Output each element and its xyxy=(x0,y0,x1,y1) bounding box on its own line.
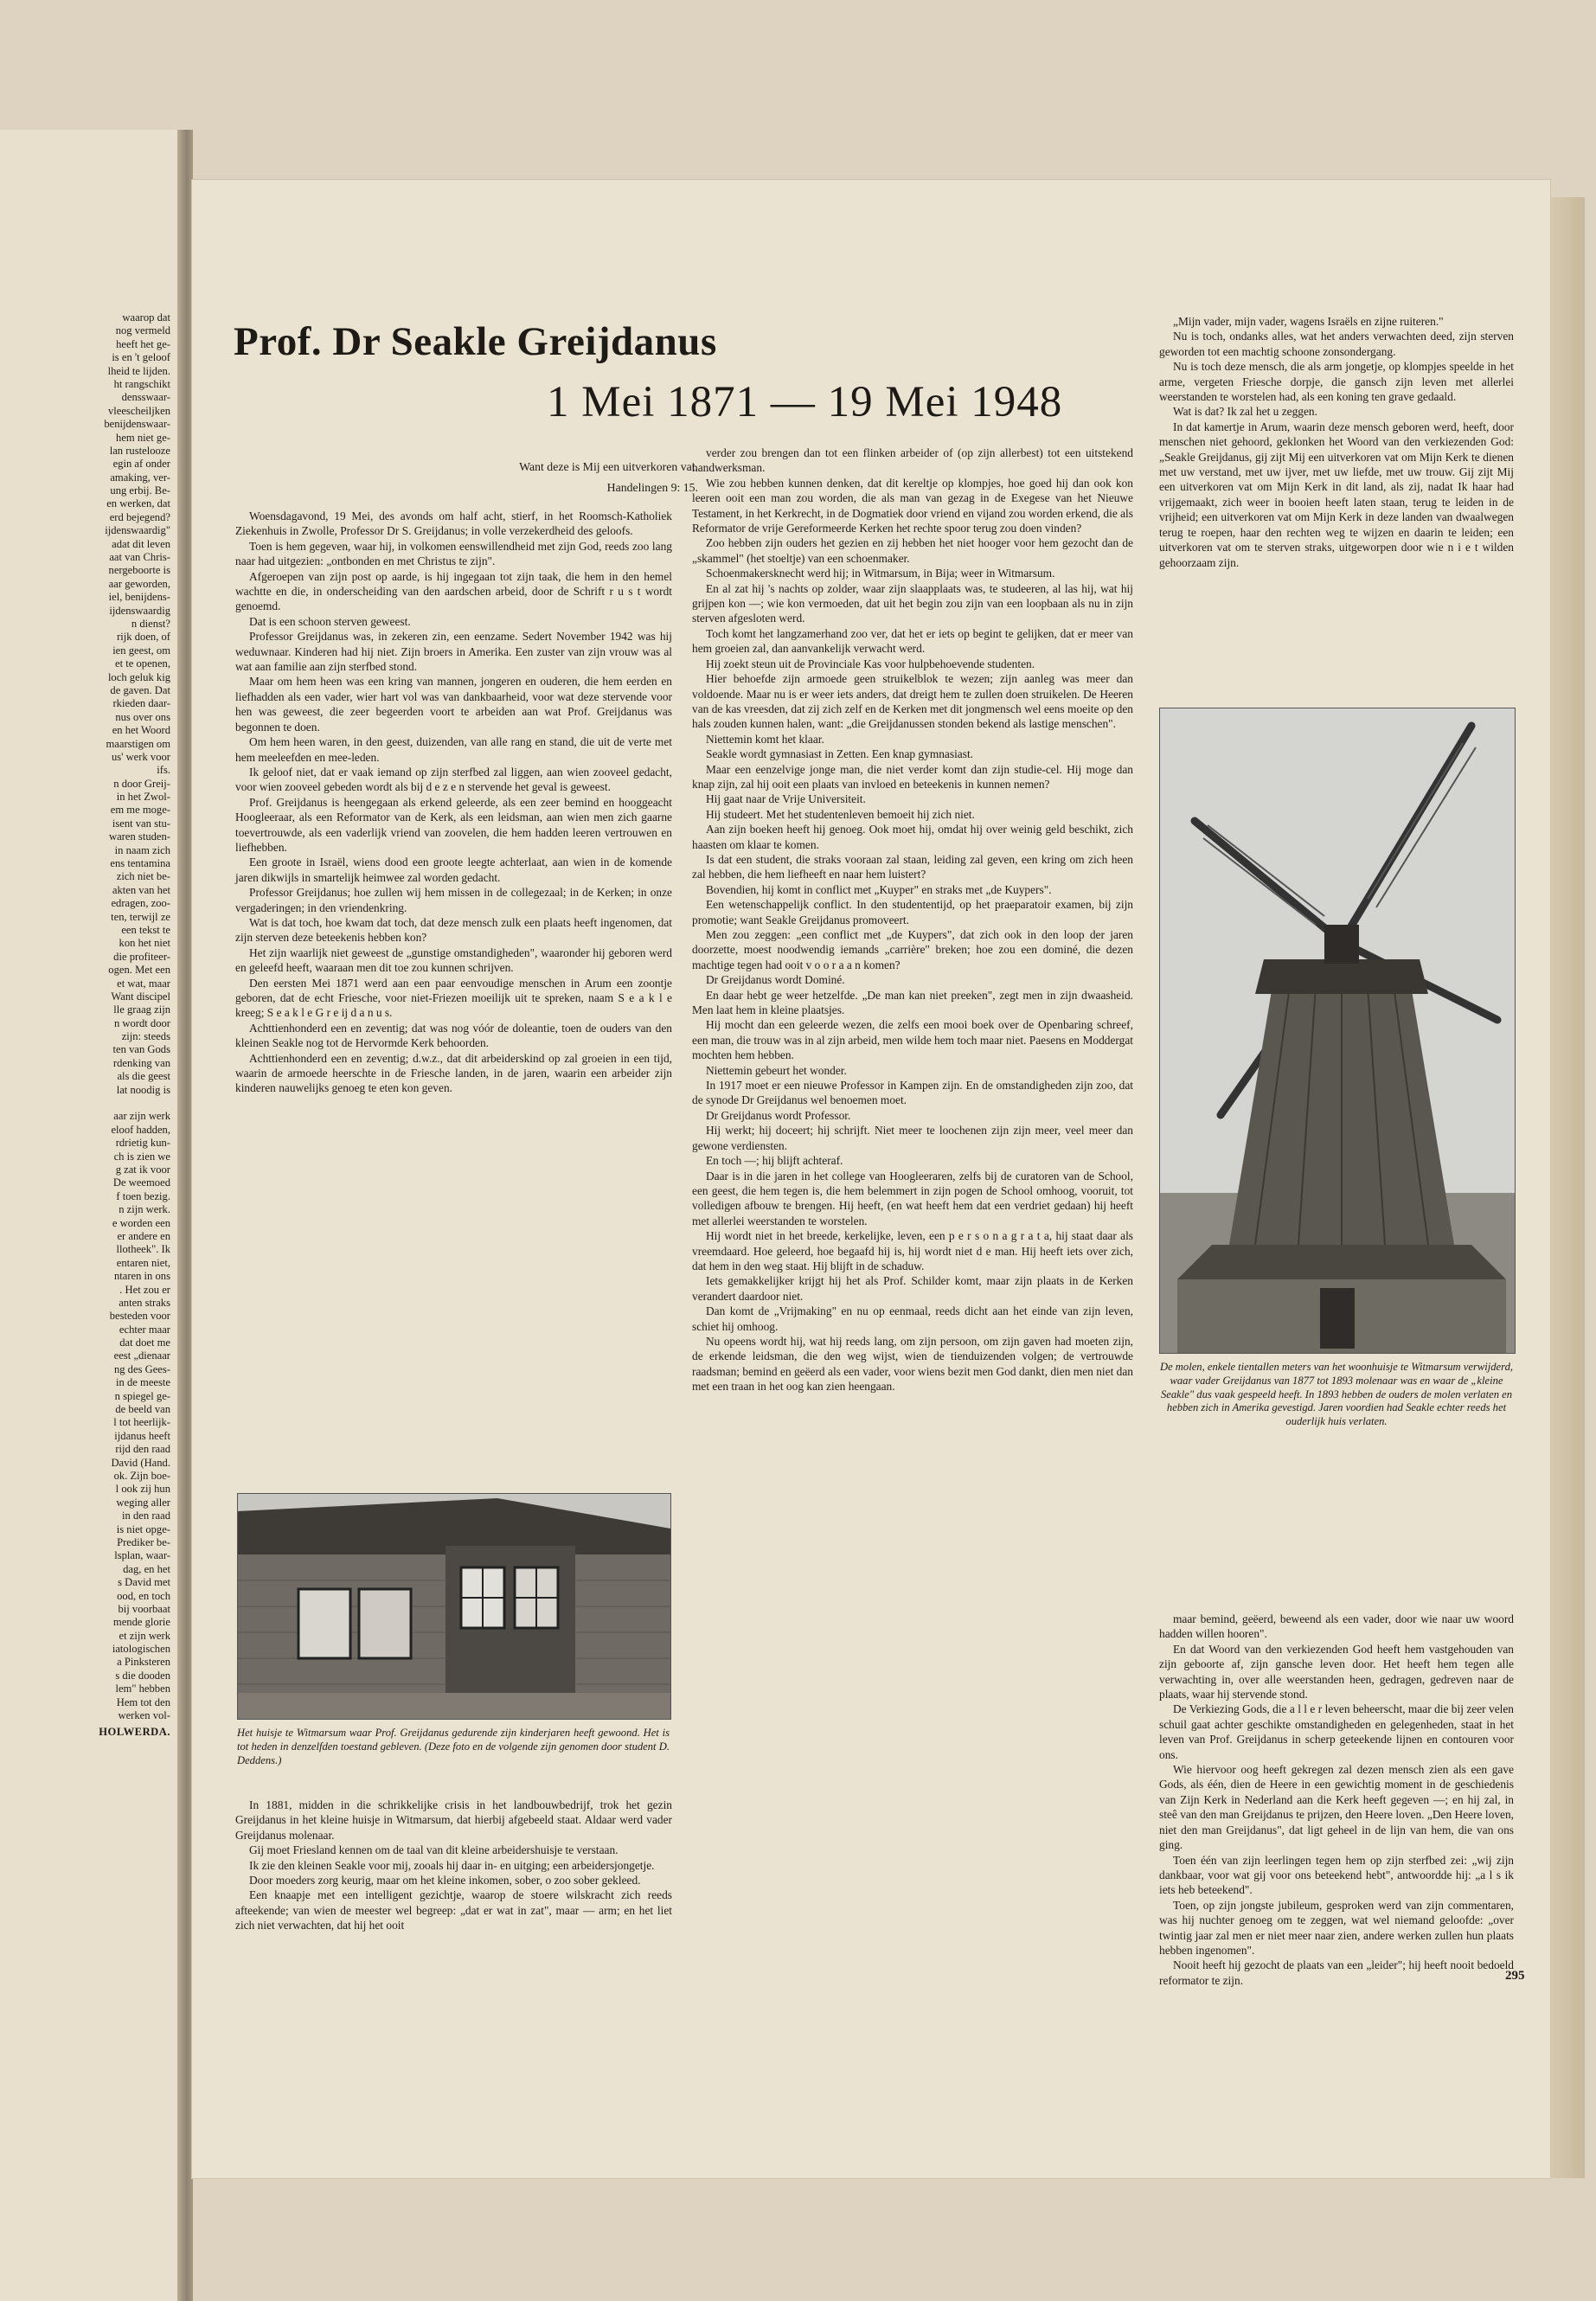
paragraph: Aan zijn boeken heeft hij genoeg. Ook moet hij, omdat hij over weinig geld beschikt, zich haasten om klaar te komen. xyxy=(692,823,1133,851)
epigraph xyxy=(339,457,698,498)
previous-page-line: De weemoed xyxy=(112,1176,170,1189)
previous-page-line: ntaren in ons xyxy=(113,1270,170,1283)
paragraph: Hier behoefde zijn armoede geen struikelblok te wezen; zijn aanleg was meer dan voldoende. Maar nu is er weer iets anders, dat dreigt hem te zullen doen struikelen. De Heeren van de kas vreesden, dat zij zich zelf en de Kerken met dit jongmensch wel eens moeite op den hals zouden kunnen halen, want: „die Greijdanussen stonden bekend als lastige menschen". xyxy=(692,672,1133,731)
paragraph: Het zijn waarlijk niet geweest de „gunstige omstandigheden", waaronder hij geboren werd en geleefd heeft, waaraan men dit toe zou kunnen schrijven. xyxy=(235,945,672,975)
paragraph: Nu is toch deze mensch, die als arm jongetje, op klompjes speelde in het arme, vergeten Friesche dorpje, die gansch zijn leven met allerlei weerstanden te worstelen had, als een koning ten grave gedaald. xyxy=(1159,360,1514,404)
paragraph: Maar een eenzelvige jonge man, die niet verder komt dan zijn studie-cel. Hij moge dan knap zijn, zal hij ooit een plaats van invloed en beteekenis in kunnen nemen? xyxy=(692,762,1133,791)
previous-page-line: ens tentamina xyxy=(110,857,170,870)
previous-page-line: entaren niet, xyxy=(116,1256,170,1269)
previous-page-line: g zat ik voor xyxy=(115,1163,170,1176)
previous-page-line: waren studen- xyxy=(109,830,170,843)
paragraph: Niettemin komt het klaar. xyxy=(706,732,824,746)
column-3-text xyxy=(1159,314,1514,570)
paragraph: Dr Greijdanus wordt Professor. xyxy=(706,1108,851,1122)
paragraph: Hij werkt; hij doceert; hij schrijft. Niet meer te loochenen zijn zijn meer, veel meer dan gewone verdiensten. xyxy=(692,1124,1133,1152)
previous-page-line: ogen. Met een xyxy=(108,964,170,977)
previous-page-line: eest „dienaar xyxy=(113,1349,170,1362)
paragraph: Wat is dat? Ik zal het u zeggen. xyxy=(1173,405,1317,419)
paragraph: Toen één van zijn leerlingen tegen hem op zijn sterfbed zei: „wij zijn dankbaar, voor wat gij voor ons beteekend hebt", antwoordde hij: „a l s ik iets heb beteekend". xyxy=(1159,1853,1514,1897)
previous-page-line: zijn: steeds xyxy=(121,1030,170,1043)
previous-page-line: a Pinksteren xyxy=(117,1656,170,1669)
house-photo xyxy=(237,1493,671,1720)
paragraph: Seakle wordt gymnasiast in Zetten. Een knap gymnasiast. xyxy=(706,747,974,761)
previous-page-line: n dienst? xyxy=(131,617,170,630)
paragraph: Dat is een schoon sterven geweest. xyxy=(249,614,411,628)
previous-page-line: et wat, maar xyxy=(117,977,170,990)
paragraph: Iets gemakkelijker krijgt hij het als Prof. Schilder komt, maar zijn plaats in de Kerken verandert daardoor niet. xyxy=(692,1274,1133,1303)
life-dates: 1 Mei 1871 — 19 Mei 1948 xyxy=(547,378,1063,426)
previous-page xyxy=(0,130,186,2301)
previous-page-line: ch is zien we xyxy=(113,1150,170,1163)
previous-page-line: ung erbij. Be- xyxy=(110,484,170,497)
previous-page-line: lat noodig is xyxy=(116,1083,170,1096)
previous-page-line: rijk doen, of xyxy=(117,631,170,644)
epigraph-quote: Want deze is Mij een uitverkoren vat. xyxy=(519,460,698,473)
previous-page-line: ten, terwijl ze xyxy=(111,910,170,923)
paragraph: Hij mocht dan een geleerde wezen, die zelfs een mooi boek over de Openbaring schreef, een man, die trouw was in al zijn arbeid, men wilde hem toch maar niet. Paesens en Moddergat mochten hem hebben. xyxy=(692,1018,1133,1062)
house-image xyxy=(238,1494,670,1719)
windmill-photo-caption: De molen, enkele tientallen meters van het woonhuisje te Witmarsum verwijderd, waar vader Greijdanus van 1877 tot 1893 molenaar was en waar de „kleine Seakle" dus vaak gespeeld heeft. In 1893 hebben de ouders de molen verlaten en hebben zich in Amerika gevestigd. Jaren voordien had Seakle echter reeds het ouderlijk huis verlaten. xyxy=(1159,1361,1514,1428)
previous-page-line: in den raad xyxy=(122,1509,170,1522)
paragraph: Woensdagavond, 19 Mei, des avonds om half acht, stierf, in het Roomsch-Katholiek Ziekenhuis in Zwolle, Professor Dr S. Greijdanus; in volle verzekerdheid des geloofs. xyxy=(235,510,672,538)
paragraph: Is dat een student, die straks vooraan zal staan, leiding zal geven, een kring om zich heen zal hebben, die hem liefheeft en naar hem luistert? xyxy=(692,852,1133,881)
previous-page-line: de gaven. Dat xyxy=(110,683,170,696)
paragraph: Achttienhonderd een en zeventig; d.w.z., dat dit arbeiderskind op zal groeien in een tijd, waarin de armoede heerschte in de Friesche landen, in de jaren, waarin een arbeider zijn kinderen nauwelijks genoeg te eten kon geven. xyxy=(235,1051,672,1095)
paragraph: Niettemin gebeurt het wonder. xyxy=(706,1063,847,1077)
previous-page-line: in naam zich xyxy=(114,843,170,856)
previous-page-line: waarop dat xyxy=(122,311,170,324)
previous-page-line: ht rangschikt xyxy=(113,377,170,390)
paragraph: verder zou brengen dan tot een flinken arbeider of (op zijn allerbest) tot een uitstekend handwerksman. xyxy=(692,446,1133,475)
previous-page-line: . Het zou er xyxy=(119,1283,170,1296)
paragraph: Hij gaat naar de Vrije Universiteit. xyxy=(706,792,866,806)
paragraph: Gij moet Friesland kennen om de taal van dit kleine arbeidershuisje te verstaan. xyxy=(249,1843,619,1857)
previous-page-line: lle graag zijn xyxy=(113,1003,170,1016)
previous-page-line: amaking, ver- xyxy=(110,471,170,484)
previous-page-line: rkieden daar- xyxy=(112,697,170,710)
page-edge xyxy=(1550,197,1585,2178)
previous-page-line: e worden een xyxy=(112,1216,170,1229)
paragraph: Een wetenschappelijk conflict. In den studententijd, op het praeparatoir examen, bij zijn promotie; want Seakle Greijdanus promoveert. xyxy=(692,898,1133,926)
paragraph: In 1881, midden in die schrikkelijke crisis in het landbouwbedrijf, trok het gezin Greijdanus in het kleine huisje in Witmarsum, dat hierbij afgebeeld staat. Aldaar werd vader Greijdanus molenaar. xyxy=(235,1798,672,1842)
previous-page-line: llotheek". Ik xyxy=(116,1243,170,1256)
previous-page-line: l ook zij hun xyxy=(115,1483,170,1496)
previous-page-line: ood, en toch xyxy=(117,1589,170,1602)
previous-page-line: Prediker be- xyxy=(117,1535,170,1548)
paragraph: Nooit heeft hij gezocht de plaats van een „leider"; hij heeft nooit bedoeld reformator te zijn. xyxy=(1159,1958,1514,1987)
previous-page-line: heeft het ge- xyxy=(116,337,170,350)
previous-page-line: die profiteer- xyxy=(113,950,170,963)
previous-page-line: Hem tot den xyxy=(116,1695,170,1708)
previous-page-line: bij voorbaat xyxy=(118,1602,170,1615)
previous-page-line: akten van het xyxy=(112,883,170,896)
previous-page-line: ijdenswaardig xyxy=(109,604,170,617)
paragraph: De Verkiezing Gods, die a l l e r leven beheerscht, maar die bij zeer velen schuil gaat achter geschikte omstandigheden en gelegenheden, staat in het leven van Prof. Greijdanus in scherp geteekende lijnen en contouren voor ons. xyxy=(1159,1702,1514,1761)
previous-page-line: ifs. xyxy=(157,764,170,777)
previous-page-line: iel, benijdens- xyxy=(108,591,170,604)
paragraph: Toch komt het langzamerhand zoo ver, dat het er iets op begint te gelijken, dat er meer van hem groeien zal, dan aanvankelijk verwacht werd. xyxy=(692,626,1133,656)
previous-page-line: loch geluk kig xyxy=(107,670,170,683)
house-photo-caption: Het huisje te Witmarsum waar Prof. Greijdanus gedurende zijn kinderjaren heeft gewoond. Het is tot heden in denzelfden toestand gebleven. (Deze foto en de volgende zijn genomen door student D. Deddens.) xyxy=(237,1727,670,1766)
previous-page-line: nog vermeld xyxy=(115,324,170,337)
previous-page-line: densswaar- xyxy=(121,391,170,404)
paragraph: Bovendien, hij komt in conflict met „Kuyper" en straks met „de Kuypers". xyxy=(706,882,1052,896)
previous-page-line: rdenking van xyxy=(112,1056,170,1069)
previous-page-line: weging aller xyxy=(116,1496,170,1509)
paragraph: Wat is dat toch, hoe kwam dat toch, dat deze mensch zulk een plaats heeft ingenomen, dat zijn sterven deze beteekenis hebben kon? xyxy=(235,915,672,945)
paragraph: „Mijn vader, mijn vader, wagens Israëls en zijne ruiteren." xyxy=(1173,315,1444,328)
previous-page-line: benijdenswaar- xyxy=(104,418,170,431)
previous-page-line: hem niet ge- xyxy=(116,431,170,444)
column-2-text xyxy=(692,445,1133,1394)
paragraph: Hij zoekt steun uit de Provinciale Kas voor hulpbehoevende studenten. xyxy=(706,657,1035,670)
previous-page-line: lheid te lijden. xyxy=(107,364,170,377)
article-title: Prof. Dr Seakle Greijdanus xyxy=(234,319,717,364)
previous-page-line: et te openen, xyxy=(115,657,170,670)
previous-page-line: ien geest, om xyxy=(112,644,170,657)
paragraph: Professor Greijdanus; hoe zullen wij hem missen in de collegezaal; in de Kerken; in onze vergaderingen; in den vriendenkring. xyxy=(235,886,672,914)
previous-page-line: em me moge- xyxy=(110,804,170,817)
previous-page-line: aar geworden, xyxy=(108,577,170,590)
windmill-image xyxy=(1160,708,1515,1353)
paragraph: Men zou zeggen: „een conflict met „de Kuypers", dat zich ook in den loop der jaren doorzette, moest noodwendig iemands „carrière" breken; hoe zou een dominé, die dezen machtige tegen had ooit v o o r a a n komen? xyxy=(692,928,1133,971)
book-gutter xyxy=(177,130,193,2301)
previous-page-line: edragen, zoo- xyxy=(111,897,170,910)
paragraph: maar bemind, geëerd, beweend als een vader, door wie naar uw woord hadden willen hooren". xyxy=(1159,1612,1514,1641)
paragraph: Achttienhonderd een en zeventig; dat was nog vóór de doleantie, toen de ouders van den kleinen Seakle nog tot de Hervormde Kerk behoorden. xyxy=(235,1021,672,1050)
paragraph: Een knaapje met een intelligent gezichtje, waarop de stoere wilskracht zich reeds afteekende; van wien de meester wel begreep: „dat er wat in zat", maar — arm; en het liet zich niet verwachten, dat hij het ooit xyxy=(235,1888,672,1932)
previous-page-line: aat van Chris- xyxy=(109,551,170,564)
previous-page-line: vleescheiljken xyxy=(107,404,170,417)
previous-page-line: ng des Gees- xyxy=(113,1362,170,1375)
previous-page-line: erd bejegend? xyxy=(109,510,170,523)
paragraph: En al zat hij 's nachts op zolder, waar zijn slaapplaats was, te studeeren, al las hij, wat hij grijpen kon —; wie kon vermoeden, dat uit het begin zou zijn van een loopbaan als nu in zijn sterven afgesloten werd. xyxy=(692,581,1133,625)
previous-page-column xyxy=(19,311,170,1740)
previous-page-line xyxy=(19,1097,170,1110)
paragraph: Een groote in Israël, wiens dood een groote leegte achterlaat, aan wien in de komende jaren dikwijls in smartelijk heimwee zal worden gedacht. xyxy=(235,856,672,884)
paragraph: Wie hiervoor oog heeft gekregen zal dezen mensch zien als een gave Gods, als één, dien de Heere in een gewichtig moment in de geschiedenis van Zijn Kerk in Nederland aan die Kerk heeft gegeven —; en hij zal, in steê van den man Greijdanus te prijzen, den Heere loven. „Den Heere loven, niet den man Greijdanus", dat ligt geheel in de lijn van hem, die van ons ging. xyxy=(1159,1763,1514,1852)
paragraph: Toen is hem gegeven, waar hij, in volkomen eenswillendheid met zijn God, reeds zoo lang naar had uitgezien: „ontbonden en met Christus te zijn". xyxy=(235,539,672,568)
previous-page-line: werken vol- xyxy=(118,1709,170,1722)
previous-page-line: eloof hadden, xyxy=(111,1123,170,1136)
column-1b-text xyxy=(235,1798,672,1933)
previous-page-line: ijdenswaardig" xyxy=(105,524,170,537)
paragraph: Maar om hem heen was een kring van mannen, jongeren en ouderen, die hem eerden en liefhadden als een vader, wier hart vol was van dankbaarheid, voor wat deze stervende voor hen was geweest, die zeer begeerden voort te arbeiden aan wat Prof. Greijdanus was begonnen te doen. xyxy=(235,675,672,734)
previous-page-line: David (Hand. xyxy=(111,1456,170,1469)
paragraph: Hij wordt niet in het breede, kerkelijke, leven, een p e r s o n a g r a t a, hij staat daar als vreemdaard. Hoe geleerd, hoe begaafd hij is, hij wordt niet d e man. Hij heeft iets over zich, dat hem in den weg staat. Hij blijft in de schaduw. xyxy=(692,1229,1133,1272)
previous-page-line: en werken, dat xyxy=(106,497,170,510)
previous-page-signature: HOLWERDA. xyxy=(99,1726,170,1739)
paragraph: In dat kamertje in Arum, waarin deze mensch geboren werd, heeft, door menschen niet gehoord, geklonken het Woord van den verkiezenden God: „Seakle Greijdanus, gij zijt Mij een uitverkoren vat om Mijn Kerk te dienen met uw verstand, met uw ijver, met uw liefde, met uw trouw. Gij zijt Mij een uitverkoren vat om Mijn Kerk in dit land, als zij, nadat Ik haar had vrijgemaakt, zich weer in booien heeft laten staan, terug te leiden in de vrijheid; een uitverkoren vat om Mijn Kerk in deze landen van dwaalwegen terug te roepen, haar den rechten weg te wijzen en daarin te leiden; een uitverkoren vat om te sterven straks, uitgeworpen door wie n i e t wilden gehoorzaam zijn. xyxy=(1159,420,1514,569)
previous-page-line: ten van Gods xyxy=(112,1043,170,1056)
paragraph: Ik geloof niet, dat er vaak iemand op zijn sterfbed zal liggen, aan wien zooveel gedacht, voor wien zooveel gebeden wordt als bij d e z e n stervende het geval is geweest. xyxy=(235,765,672,794)
previous-page-line: maarstigen om xyxy=(106,737,170,750)
paragraph: Schoenmakersknecht werd hij; in Witmarsum, in Bija; weer in Witmarsum. xyxy=(706,567,1055,580)
paragraph: En daar hebt ge weer hetzelfde. „De man kan niet preeken", zegt men in zijn dwaasheid. Men laat hem in kleine plaatsjes. xyxy=(692,988,1133,1017)
previous-page-line: f toen bezig. xyxy=(116,1189,170,1202)
previous-page-line: isent van stu- xyxy=(112,817,170,830)
previous-page-line: egin af onder xyxy=(112,458,170,471)
paragraph: En dat Woord van den verkiezenden God heeft hem vastgehouden van zijn geboorte af, zijn gansche leven door. Het heeft hem tegen alle verwachting in, over alle weerstanden heen, gedragen, gedreven naar de plaats, waar hij stervende stond. xyxy=(1159,1642,1514,1702)
previous-page-line: aar zijn werk xyxy=(113,1110,170,1123)
previous-page-line: dag, en het xyxy=(123,1562,170,1575)
previous-page-line: als die geest xyxy=(117,1070,170,1083)
previous-page-line: lem" hebben xyxy=(115,1682,170,1695)
previous-page-line: n wordt door xyxy=(113,1016,170,1029)
previous-page-line: mende glorie xyxy=(112,1616,170,1629)
epigraph-reference: Handelingen 9: 15. xyxy=(606,481,698,494)
previous-page-line: in het Zwol- xyxy=(116,791,170,804)
paragraph: Hij studeert. Met het studentenleven bemoeit hij zich niet. xyxy=(706,807,975,821)
paragraph: Ik zie den kleinen Seakle voor mij, zooals hij daar in- en uitging; een arbeidersjongetje. xyxy=(249,1858,655,1872)
paragraph: En toch —; hij blijft achteraf. xyxy=(706,1154,843,1168)
column-3b-text xyxy=(1159,1612,1514,1988)
paragraph: Zoo hebben zijn ouders het gezien en zij hebben het niet hooger voor hem gezocht dan de „skammel" (het stoeltje) van een schoenmaker. xyxy=(692,536,1133,565)
previous-page-line: us' werk voor xyxy=(111,750,170,763)
previous-page-line: echter maar xyxy=(119,1323,170,1336)
previous-page-line: lan rusteloozе xyxy=(109,444,170,457)
previous-page-line: Want discipel xyxy=(111,990,170,1003)
paragraph: Nu opeens wordt hij, wat hij reeds lang, om zijn persoon, om zijn gaven had moeten zijn, de erkende leidsman, die den weg wijst, wien de tienduizenden volgen; de vertrouwde raadsman; bemind en geëerd als een vader, voor wiens bezit men God dankt, dien men niet dan met een traan in het oog kan zien heengaan. xyxy=(692,1334,1133,1394)
paragraph: Professor Greijdanus was, in zekeren zin, een eenzame. Sedert November 1942 was hij weduwnaar. Kinderen had hij niet. Zijn broers in Amerika. Een zuster van zijn vrouw was al wat aan familie aan zijn sterfbed stond. xyxy=(235,630,672,674)
previous-page-line: is en 't geloof xyxy=(112,351,170,364)
previous-page-line: er andere en xyxy=(117,1229,170,1242)
previous-page-line: iatologischen xyxy=(112,1643,170,1656)
previous-page-line: in de meeste xyxy=(116,1376,170,1389)
paragraph: In 1917 moet er een nieuwe Professor in Kampen zijn. En de omstandigheden zijn zoo, dat de synode Dr Greijdanus wel benoemen moet. xyxy=(692,1079,1133,1107)
paragraph: Toen, op zijn jongste jubileum, gesproken werd van zijn commentaren, was hij nuchter genoeg om te zeggen, wat wel niemand geloofde: „over twintig jaar zal men er niet meer naar zien, andere werken zullen hun plaats hebben ingenomen". xyxy=(1159,1898,1514,1957)
previous-page-line: een tekst te xyxy=(121,923,170,936)
article-page xyxy=(192,180,1550,2178)
paragraph: Wie zou hebben kunnen denken, dat dit kereltje op klompjes, hoe goed hij dan ook kon leeren ooit een man zou worden, die als man van gezag in de Exegese van het Nieuwe Testament, in het Kerkrecht, in de Dogmatiek door vriend en vijand zou worden erkend, die als Reformator de vrije Gereformeerde Kerken het rechte spoor terug zou doen vinden? xyxy=(692,476,1133,535)
previous-page-line: ok. Zijn boe- xyxy=(113,1469,170,1482)
previous-page-line: anten straks xyxy=(119,1296,170,1309)
paragraph: Door moeders zorg keurig, maar om het kleine inkomen, sober, o zoo sober gekleed. xyxy=(249,1874,641,1888)
previous-page-line: n zijn werk. xyxy=(119,1203,170,1216)
previous-page-line: n spiegel ge- xyxy=(114,1389,170,1402)
previous-page-line: dat doet me xyxy=(119,1336,170,1349)
previous-page-line: s David met xyxy=(118,1576,170,1589)
paragraph: Den eersten Mei 1871 werd aan een paar eenvoudige menschen in Arum een zoontje geboren, dat de echt Friesche, voor niet-Friezen moeilijk uit te spreken, naam S e a k l e kreeg; S e a k l e G r e ij d a n u s. xyxy=(235,976,672,1020)
previous-page-line: rdrietig kun- xyxy=(115,1137,170,1150)
previous-page-line: zich niet be- xyxy=(116,870,170,883)
previous-page-line: n door Greij- xyxy=(113,777,170,790)
previous-page-line: adat dit leven xyxy=(112,537,170,550)
previous-page-line: en het Woord xyxy=(112,724,170,737)
paragraph: Dr Greijdanus wordt Dominé. xyxy=(706,973,845,987)
previous-page-line: nus over ons xyxy=(115,710,170,723)
previous-page-line: lsplan, waar- xyxy=(114,1549,170,1562)
page-number: 295 xyxy=(1505,1969,1525,1983)
previous-page-line: kon het niet xyxy=(119,937,170,950)
previous-page-line: s die dooden xyxy=(115,1669,170,1682)
previous-page-line: de beeld van xyxy=(115,1403,170,1416)
paragraph: Daar is in die jaren in het college van Hoogleeraren, zelfs bij de curatoren van de School, een geest, die hem tegen is, die hem belemmert in zijn pogen de School omhoog, vooruit, tot volledigen afbouw te brengen. Hij heeft, (en wat heeft hem dat een verdriet gedaan) hij heeft met allerlei weerstanden te worstelen. xyxy=(692,1169,1133,1227)
previous-page-line: is niet opge- xyxy=(116,1522,170,1535)
paragraph: Nu is toch, ondanks alles, wat het anders verwachten deed, zijn sterven geworden tot een machtig schoone zonsondergang. xyxy=(1159,330,1514,358)
previous-page-line: l tot heerlijk- xyxy=(113,1416,170,1429)
paragraph: Prof. Greijdanus is heengegaan als erkend geleerde, als een zeer bemind en hooggeacht Hoogleeraar, als een Reformator van de Kerk, als een leidsman, aan wien men zich gaarne toevertrouwde, als een vaderlijk vriend van zoovelen, die hem hadden leeren vertrouwen en liefhebben. xyxy=(235,795,672,854)
paragraph: Afgeroepen van zijn post op aarde, is hij ingegaan tot zijn taak, die hem in den hemel wachtte en die, in onderscheiding van den aardschen arbeid, door de Schrift r u s t wordt genoemd. xyxy=(235,569,672,613)
column-1-text xyxy=(235,509,672,1096)
paragraph: Om hem heen waren, in den geest, duizenden, van alle rang en stand, die uit de verte met hem meeleefden en mee-leden. xyxy=(235,735,672,764)
previous-page-line: rijd den raad xyxy=(115,1443,170,1456)
previous-page-line: ijdanus heeft xyxy=(114,1429,170,1442)
paragraph: Dan komt de „Vrijmaking" en nu op eenmaal, reeds dicht aan het einde van zijn leven, schiet hij omhoog. xyxy=(692,1304,1133,1333)
previous-page-line: nergeboorte is xyxy=(108,564,170,577)
previous-page-line: besteden voor xyxy=(109,1310,170,1323)
previous-page-line: et zijn werk xyxy=(119,1629,170,1642)
windmill-photo xyxy=(1159,708,1516,1354)
